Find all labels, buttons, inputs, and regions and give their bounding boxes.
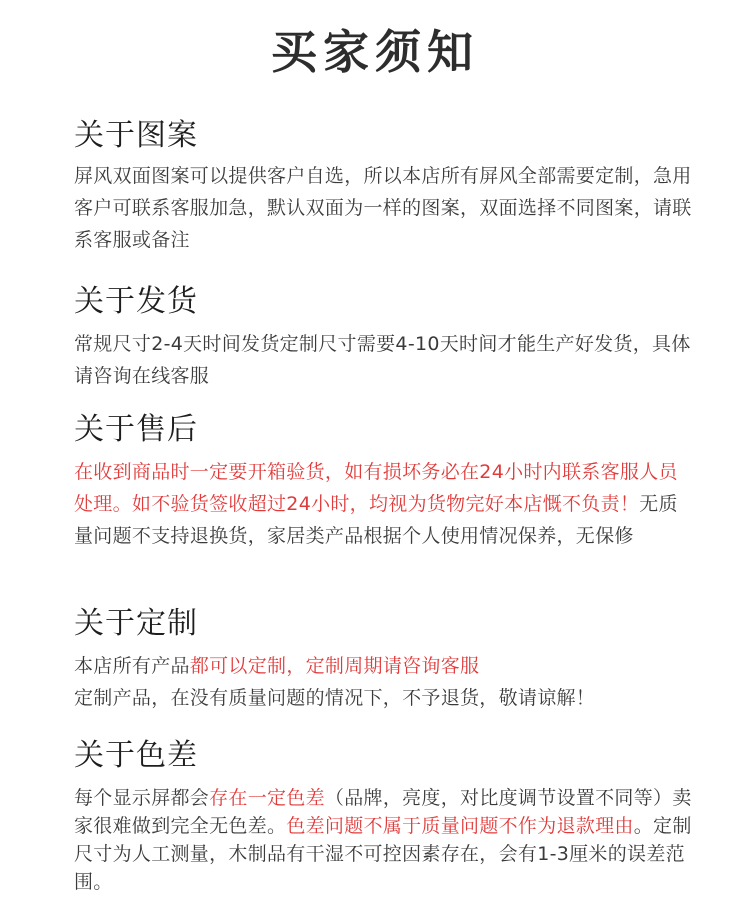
custom-text-2: 定制产品，在没有质量问题的情况下，不予退货，敬请谅解！ xyxy=(74,687,596,709)
color-text-1: 每个显示屏都会 xyxy=(74,787,210,809)
aftersale-text: 无质量问题不支持退换货，家居类产品根据个人使用情况保养，无保修 xyxy=(74,493,678,547)
section-heading-color: 关于色差 xyxy=(74,738,198,773)
section-shipping xyxy=(74,284,694,392)
section-text-shipping xyxy=(74,328,694,392)
section-custom xyxy=(74,606,694,714)
section-aftersale xyxy=(74,412,694,552)
section-heading-shipping: 关于发货 xyxy=(74,284,198,319)
pattern-text: 屏风双面图案可以提供客户自选，所以本店所有屏风全部需要定制，急用客户可联系客服加急，默认双面为一样的图案，双面选择不同图案，请联系客服或备注 xyxy=(74,165,692,251)
color-text-3: 。定制尺寸为人工测量，木制品有干湿不可控因素存在，会有1-3厘米的误差范围。 xyxy=(74,815,692,893)
section-text-color xyxy=(74,784,694,896)
section-heading-custom: 关于定制 xyxy=(74,606,198,641)
page-title: 买家须知 xyxy=(271,25,479,79)
section-pattern xyxy=(74,118,694,256)
section-text-aftersale xyxy=(74,456,694,552)
section-text-pattern xyxy=(74,160,694,256)
section-heading-aftersale: 关于售后 xyxy=(74,412,198,447)
color-highlight-1: 存在一定色差 xyxy=(209,787,325,809)
custom-text-1: 本店所有产品 xyxy=(74,655,190,677)
color-text-2: （品牌，亮度，对比度调节设置不同等）卖家很难做到完全无色差。 xyxy=(74,787,692,837)
aftersale-warning-text: 在收到商品时一定要开箱验货，如有损坏务必在24小时内联系客服人员处理。如不验货签收超过24小时，均视为货物完好本店慨不负责！ xyxy=(74,461,678,515)
section-text-custom xyxy=(74,650,694,714)
section-heading-pattern: 关于图案 xyxy=(74,118,198,153)
shipping-text: 常规尺寸2-4天时间发货定制尺寸需要4-10天时间才能生产好发货，具体请咨询在线客服 xyxy=(74,333,691,387)
section-color xyxy=(74,738,694,896)
custom-highlight-text: 都可以定制，定制周期请咨询客服 xyxy=(189,655,480,677)
color-highlight-2: 色差问题不属于质量问题不作为退款理由 xyxy=(286,815,634,837)
